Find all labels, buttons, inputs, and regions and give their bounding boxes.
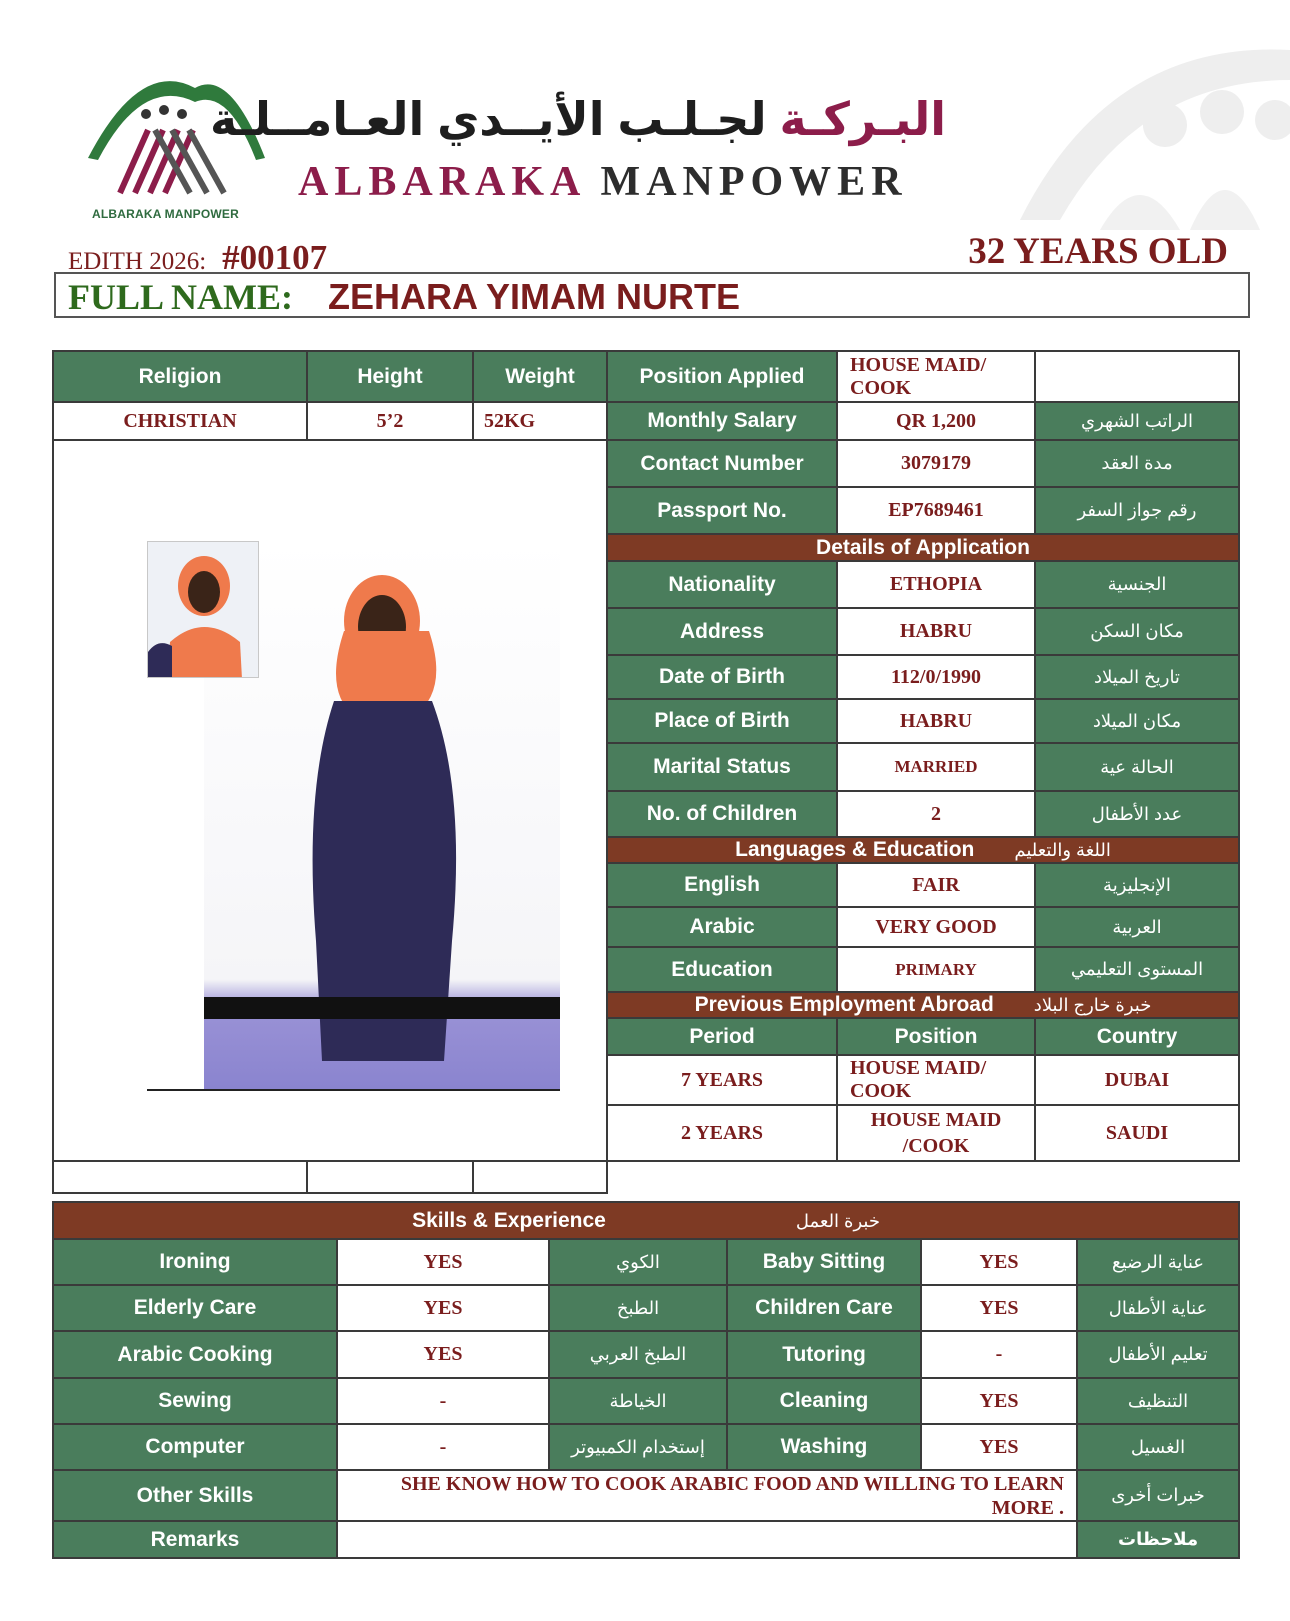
skill-ironing-value: YES	[337, 1239, 549, 1285]
employment-country-1: DUBAI	[1035, 1055, 1239, 1105]
employment-heading-arabic: خبرة خارج البلاد	[1033, 995, 1152, 1015]
address-arabic: مكان السكن	[1035, 608, 1239, 655]
employment-country-2: SAUDI	[1035, 1105, 1239, 1161]
skills-table	[52, 1201, 1240, 1559]
skill-cleaning-arabic: التنظيف	[1077, 1378, 1239, 1424]
skill-elderly-value: YES	[337, 1285, 549, 1331]
address-value: HABRU	[837, 608, 1035, 655]
details-table	[52, 350, 1240, 1194]
passport-figure	[148, 542, 259, 678]
employment-empty-2	[307, 1161, 473, 1193]
passport-arabic: رقم جواز السفر	[1035, 487, 1239, 534]
skill-computer-value: -	[337, 1424, 549, 1470]
position-header: Position	[837, 1018, 1035, 1055]
salary-arabic: الراتب الشهري	[1035, 402, 1239, 440]
skill-arabic-cooking-value: YES	[337, 1331, 549, 1378]
skill-childcare-label: Children Care	[727, 1285, 921, 1331]
skill-ironing-arabic: الكوي	[549, 1239, 727, 1285]
nationality-value: ETHOPIA	[837, 561, 1035, 608]
edition-label: EDITH 2026:	[68, 248, 207, 275]
employment-heading	[607, 992, 1239, 1018]
english-arabic: الإنجليزية	[1035, 863, 1239, 907]
languages-heading-text: Languages & Education	[735, 838, 975, 861]
full-name-box	[54, 272, 1250, 318]
position-label: Position Applied	[607, 351, 837, 402]
salary-label: Monthly Salary	[607, 402, 837, 440]
company-name	[298, 158, 908, 206]
employment-empty-1	[53, 1161, 307, 1193]
skill-washing-value: YES	[921, 1424, 1077, 1470]
english-label: English	[607, 863, 837, 907]
passport-photo	[147, 541, 259, 678]
skill-sewing-arabic: الخياطة	[549, 1378, 727, 1424]
skill-tutoring-label: Tutoring	[727, 1331, 921, 1378]
employment-position-2: HOUSE MAID /COOK	[837, 1105, 1035, 1161]
details-heading: Details of Application	[607, 534, 1239, 561]
passport-value: EP7689461	[837, 487, 1035, 534]
education-value: PRIMARY	[837, 947, 1035, 992]
religion-header: Religion	[53, 351, 307, 402]
marital-value: MARRIED	[837, 743, 1035, 791]
dob-label: Date of Birth	[607, 655, 837, 699]
skill-arabic-cooking-label: Arabic Cooking	[53, 1331, 337, 1378]
skill-ironing-label: Ironing	[53, 1239, 337, 1285]
passport-label: Passport No.	[607, 487, 837, 534]
address-label: Address	[607, 608, 837, 655]
children-arabic: عدد الأطفال	[1035, 791, 1239, 837]
employment-period-2: 2 YEARS	[607, 1105, 837, 1161]
other-skills-value: SHE KNOW HOW TO COOK ARABIC FOOD AND WILLING TO LEARN MORE .	[337, 1470, 1077, 1521]
skill-washing-arabic: الغسيل	[1077, 1424, 1239, 1470]
skill-computer-label: Computer	[53, 1424, 337, 1470]
education-arabic: المستوى التعليمي	[1035, 947, 1239, 992]
skill-sewing-label: Sewing	[53, 1378, 337, 1424]
skills-heading-arabic: خبرة العمل	[795, 1210, 880, 1231]
skill-elderly-arabic: الطبخ	[549, 1285, 727, 1331]
arabic-company-name	[209, 92, 946, 146]
marital-label: Marital Status	[607, 743, 837, 791]
employment-empty-3	[473, 1161, 607, 1193]
arabic-label: Arabic	[607, 907, 837, 947]
photo-shadow-strip	[204, 997, 560, 1019]
children-value: 2	[837, 791, 1035, 837]
languages-heading	[607, 837, 1239, 863]
religion-value: CHRISTIAN	[53, 402, 307, 440]
other-skills-label: Other Skills	[53, 1470, 337, 1521]
remarks-value	[337, 1521, 1077, 1558]
nationality-label: Nationality	[607, 561, 837, 608]
skill-tutoring-value: -	[921, 1331, 1077, 1378]
remarks-label: Remarks	[53, 1521, 337, 1558]
position-extra	[1035, 351, 1239, 402]
employment-heading-text: Previous Employment Abroad	[694, 993, 994, 1016]
pob-arabic: مكان الميلاد	[1035, 699, 1239, 743]
marital-arabic: الحالة عية	[1035, 743, 1239, 791]
skills-heading	[53, 1202, 1239, 1239]
full-name-value: ZEHARA YIMAM NURTE	[328, 276, 740, 317]
skill-babysitting-value: YES	[921, 1239, 1077, 1285]
skills-heading-text: Skills & Experience	[412, 1208, 606, 1232]
applicant-age: 32 YEARS OLD	[968, 231, 1228, 272]
skill-babysitting-label: Baby Sitting	[727, 1239, 921, 1285]
position-value: HOUSE MAID/ COOK	[837, 351, 1035, 402]
salary-value: QR 1,200	[837, 402, 1035, 440]
skill-computer-arabic: إستخدام الكمبيوتر	[549, 1424, 727, 1470]
brand-part-2: MANPOWER	[600, 159, 908, 205]
photo-cell	[53, 440, 607, 1161]
languages-heading-arabic: اللغة والتعليم	[1014, 840, 1111, 860]
other-skills-arabic: خبرات أخرى	[1077, 1470, 1239, 1521]
height-value: 5’2	[307, 402, 473, 440]
english-value: FAIR	[837, 863, 1035, 907]
arabic-brand-accent: البـركـة	[779, 93, 946, 145]
weight-header: Weight	[473, 351, 607, 402]
contact-value: 3079179	[837, 440, 1035, 487]
skill-childcare-arabic: عناية الأطفال	[1077, 1285, 1239, 1331]
applicant-number: #00107	[222, 238, 328, 277]
skill-tutoring-arabic: تعليم الأطفال	[1077, 1331, 1239, 1378]
skill-cleaning-label: Cleaning	[727, 1378, 921, 1424]
photo-underline	[147, 1089, 560, 1091]
nationality-arabic: الجنسية	[1035, 561, 1239, 608]
children-label: No. of Children	[607, 791, 837, 837]
contact-label: Contact Number	[607, 440, 837, 487]
logo-caption: ALBARAKA MANPOWER	[92, 207, 239, 221]
skill-sewing-value: -	[337, 1378, 549, 1424]
skill-babysitting-arabic: عناية الرضيع	[1077, 1239, 1239, 1285]
period-header: Period	[607, 1018, 837, 1055]
remarks-arabic: ملاحظات	[1077, 1521, 1239, 1558]
employment-period-1: 7 YEARS	[607, 1055, 837, 1105]
pob-label: Place of Birth	[607, 699, 837, 743]
skill-arabic-cooking-arabic: الطبخ العربي	[549, 1331, 727, 1378]
dob-value: 112/0/1990	[837, 655, 1035, 699]
watermark-logo	[960, 20, 1290, 230]
skill-washing-label: Washing	[727, 1424, 921, 1470]
skill-childcare-value: YES	[921, 1285, 1077, 1331]
arabic-arabic: العربية	[1035, 907, 1239, 947]
education-label: Education	[607, 947, 837, 992]
height-header: Height	[307, 351, 473, 402]
dob-arabic: تاريخ الميلاد	[1035, 655, 1239, 699]
brand-part-1: ALBARAKA	[298, 159, 585, 205]
arabic-value: VERY GOOD	[837, 907, 1035, 947]
arabic-brand-rest: لجـلـب الأيــدي العـامــلـة	[209, 93, 767, 145]
skill-elderly-label: Elderly Care	[53, 1285, 337, 1331]
pob-value: HABRU	[837, 699, 1035, 743]
full-name-label: FULL NAME:	[68, 277, 293, 317]
skill-cleaning-value: YES	[921, 1378, 1077, 1424]
employment-position-1: HOUSE MAID/ COOK	[837, 1055, 1035, 1105]
country-header: Country	[1035, 1018, 1239, 1055]
contact-arabic: مدة العقد	[1035, 440, 1239, 487]
weight-value: 52KG	[473, 402, 607, 440]
